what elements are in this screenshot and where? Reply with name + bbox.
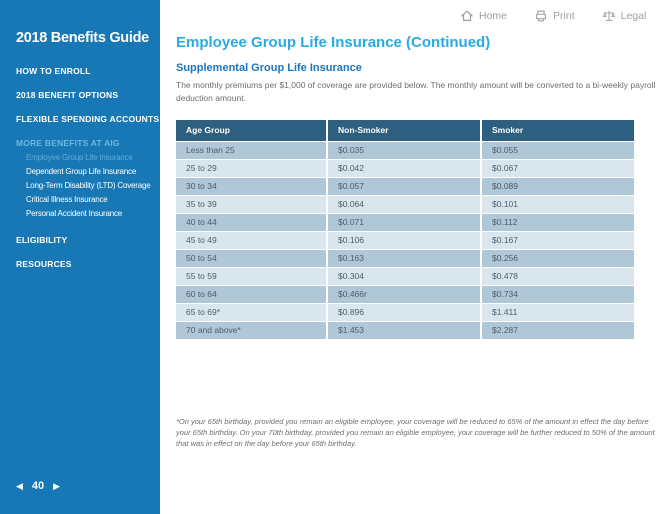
non-smoker-cell: $0.071 <box>327 213 481 231</box>
page-navigation <box>16 480 60 492</box>
table-row <box>176 303 634 321</box>
non-smoker-cell: $0.057 <box>327 177 481 195</box>
page-number: 40 <box>31 480 45 492</box>
non-smoker-cell: $0.035 <box>327 141 481 159</box>
non-smoker-cell: $0.163 <box>327 249 481 267</box>
non-smoker-cell: $0.106 <box>327 231 481 249</box>
table-row <box>176 249 634 267</box>
table-row <box>176 267 634 285</box>
premium-rates-table <box>176 120 634 339</box>
section-title: Supplemental Group Life Insurance <box>176 62 362 74</box>
smoker-cell: $0.112 <box>481 213 634 231</box>
smoker-cell: $0.167 <box>481 231 634 249</box>
age-group-cell: 65 to 69* <box>176 303 327 321</box>
sidebar-item-personal-accident-insurance[interactable]: Personal Accident Insurance <box>26 209 122 218</box>
sidebar-item-resources[interactable]: RESOURCES <box>16 259 72 269</box>
age-group-cell: 50 to 54 <box>176 249 327 267</box>
sidebar-item-critical-illness-insurance[interactable]: Critical Illness Insurance <box>26 195 108 204</box>
table-row <box>176 195 634 213</box>
smoker-cell: $0.256 <box>481 249 634 267</box>
sidebar-nav <box>16 66 158 269</box>
page-title: Employee Group Life Insurance (Continued) <box>176 34 491 51</box>
smoker-header: Smoker <box>481 120 634 141</box>
table-row <box>176 177 634 195</box>
age-group-cell: 45 to 49 <box>176 231 327 249</box>
smoker-cell: $0.734 <box>481 285 634 303</box>
age-group-cell: 25 to 29 <box>176 159 327 177</box>
age-group-cell: 60 to 64 <box>176 285 327 303</box>
age-group-cell: 35 to 39 <box>176 195 327 213</box>
sidebar-item-eligibility[interactable]: ELIGIBILITY <box>16 235 68 245</box>
table-header-row <box>176 120 634 141</box>
sidebar-item-ltd-coverage[interactable]: Long-Term Disability (LTD) Coverage <box>26 181 151 190</box>
print-icon <box>534 9 548 23</box>
non-smoker-cell: $0.304 <box>327 267 481 285</box>
home-icon <box>460 9 474 23</box>
non-smoker-cell: $0.466r <box>327 285 481 303</box>
smoker-cell: $0.101 <box>481 195 634 213</box>
sidebar-item-more-benefits-at-aig[interactable]: MORE BENEFITS AT AIG <box>16 138 120 148</box>
guide-title: 2018 Benefits Guide <box>16 30 149 46</box>
non-smoker-cell: $1.453 <box>327 321 481 339</box>
non-smoker-cell: $0.896 <box>327 303 481 321</box>
non-smoker-cell: $0.064 <box>327 195 481 213</box>
sidebar-item-2018-benefit-options[interactable]: 2018 BENEFIT OPTIONS <box>16 90 119 100</box>
smoker-cell: $0.089 <box>481 177 634 195</box>
sidebar-item-how-to-enroll[interactable]: HOW TO ENROLL <box>16 66 91 76</box>
age-group-cell: 70 and above* <box>176 321 327 339</box>
table-row <box>176 213 634 231</box>
footnote: *On your 65th birthday, provided you remain an eligible employee, your coverage will be reduced to 65% of the amount in effect the day before your 65th birthday. On your 70th birthday, provided you remain an eligible employee, your coverage will be further reduced to 50% of the amount that was in effect on the day before your 65th birthday. <box>176 417 655 448</box>
age-group-cell: 55 to 59 <box>176 267 327 285</box>
sidebar-item-employee-group-life-insurance[interactable]: Employee Group Life Insurance <box>26 153 133 162</box>
sidebar-item-dependent-group-life-insurance[interactable]: Dependent Group Life Insurance <box>26 167 137 176</box>
smoker-cell: $0.478 <box>481 267 634 285</box>
table-row <box>176 141 634 159</box>
sidebar <box>0 0 160 514</box>
home-button[interactable] <box>460 9 507 23</box>
legal-button[interactable] <box>602 9 647 23</box>
smoker-cell: $1.411 <box>481 303 634 321</box>
legal-label: Legal <box>620 10 647 22</box>
non-smoker-header: Non-Smoker <box>327 120 481 141</box>
table-row <box>176 231 634 249</box>
home-label: Home <box>479 10 508 22</box>
smoker-cell: $2.287 <box>481 321 634 339</box>
table-row <box>176 285 634 303</box>
age-group-cell: 30 to 34 <box>176 177 327 195</box>
intro-paragraph: The monthly premiums per $1,000 of coverage are provided below. The monthly amount will be converted to a bi-weekly payroll deduction amount. <box>176 80 656 103</box>
next-page-icon[interactable]: ▶ <box>53 481 61 491</box>
previous-page-icon[interactable]: ◀ <box>16 481 23 491</box>
print-button[interactable] <box>534 9 575 23</box>
smoker-cell: $0.067 <box>481 159 634 177</box>
legal-scales-icon <box>602 9 616 23</box>
age-group-cell: Less than 25 <box>176 141 327 159</box>
top-toolbar <box>460 9 646 23</box>
age-group-header: Age Group <box>176 120 327 141</box>
non-smoker-cell: $0.042 <box>327 159 481 177</box>
age-group-cell: 40 to 44 <box>176 213 327 231</box>
print-label: Print <box>553 10 575 22</box>
sidebar-item-flexible-spending-accounts[interactable]: FLEXIBLE SPENDING ACCOUNTS <box>16 114 160 124</box>
smoker-cell: $0.055 <box>481 141 634 159</box>
table-row <box>176 321 634 339</box>
table-row <box>176 159 634 177</box>
